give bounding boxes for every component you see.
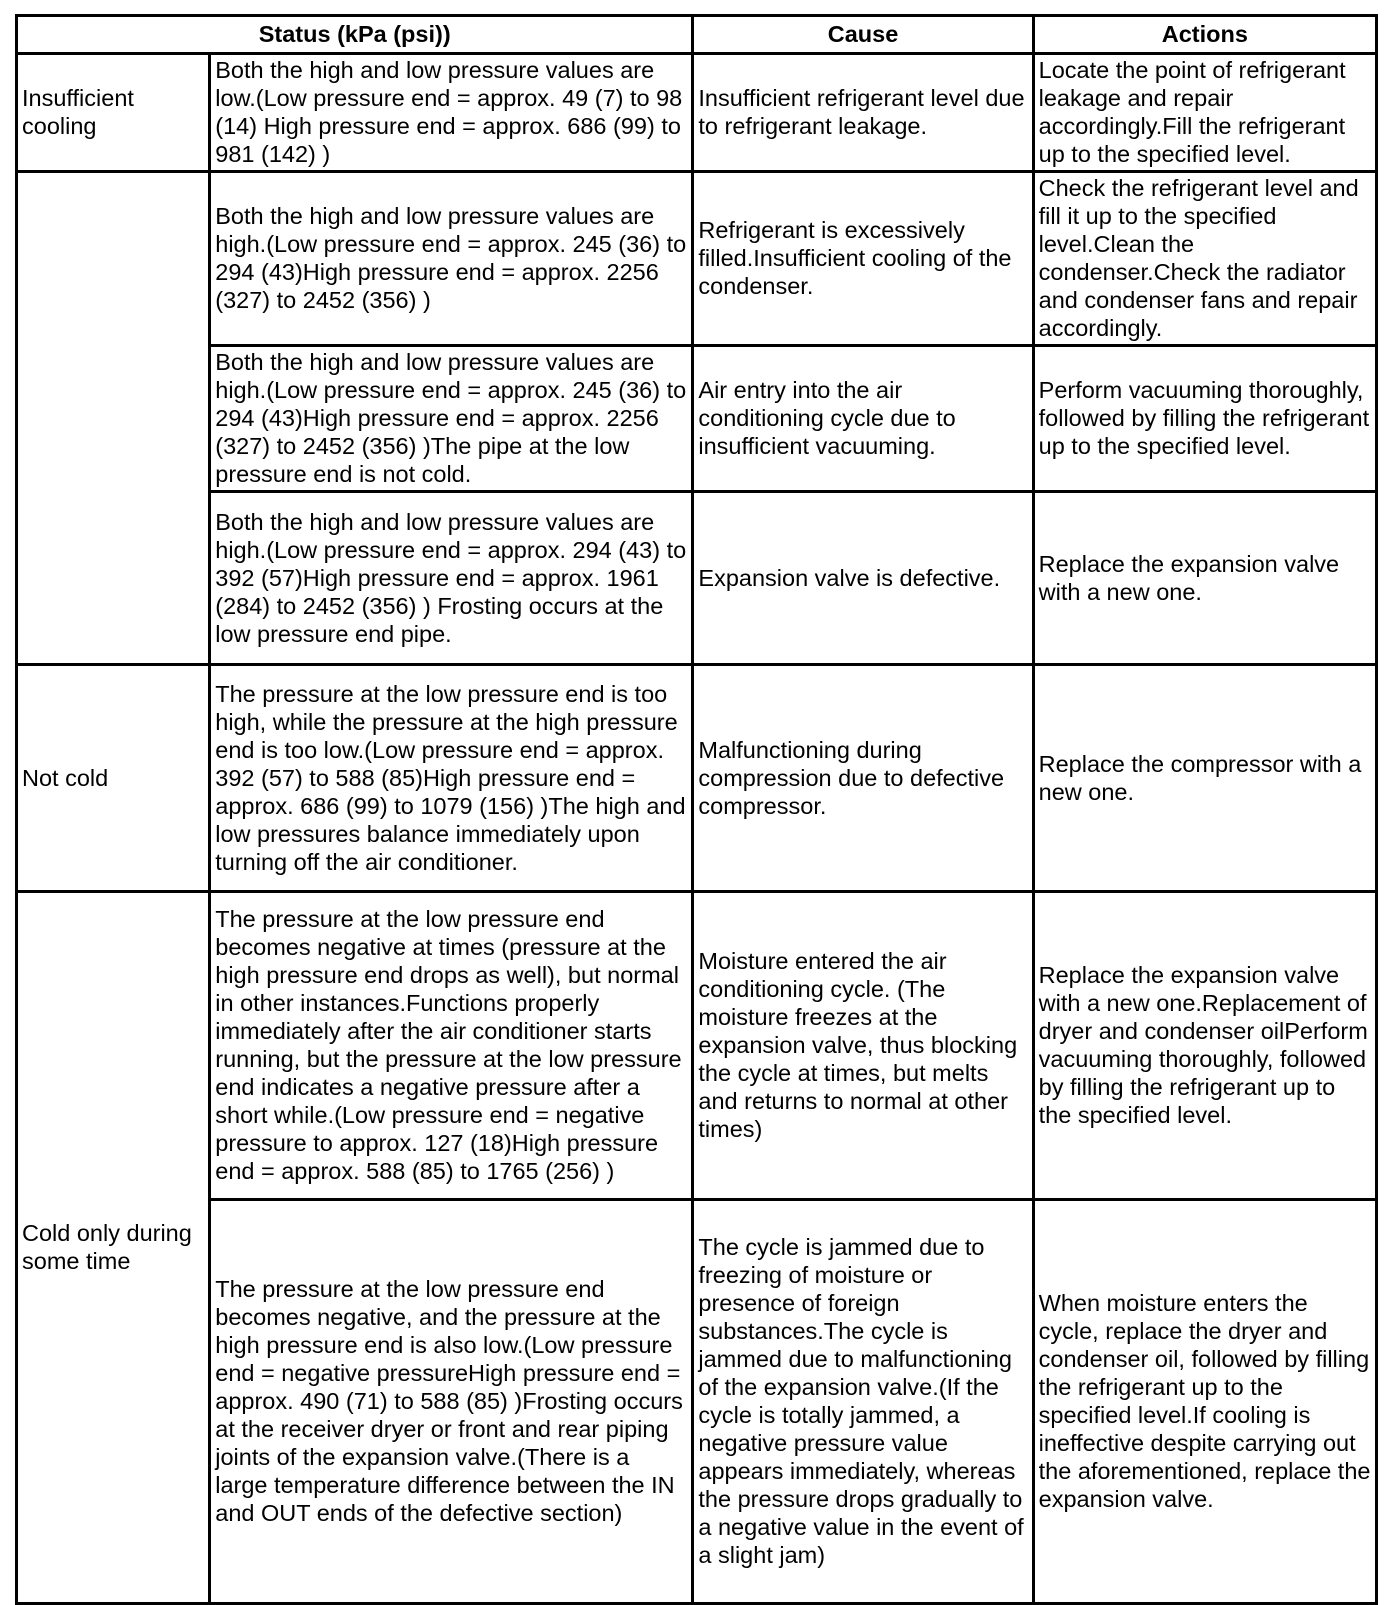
header-cause: Cause xyxy=(693,16,1033,54)
action-cell: Check the refrigerant level and fill it up to the specified level.Clean the condenser.Check the radiator and condenser fans and repair accordingly. xyxy=(1033,172,1376,346)
table-row xyxy=(17,54,1377,172)
cause-cell: Expansion valve is defective. xyxy=(693,492,1033,665)
table-row xyxy=(17,346,1377,492)
action-cell: Perform vacuuming thoroughly, followed by filling the refrigerant up to the specified level. xyxy=(1033,346,1376,492)
status-cell: Both the high and low pressure values are high.(Low pressure end = approx. 245 (36) to 294 (43)High pressure end = approx. 2256 (327) to 2452 (356) ) xyxy=(210,172,693,346)
group-label-cold-only-during-some-time: Cold only during some time xyxy=(17,892,210,1604)
header-status: Status (kPa (psi)) xyxy=(17,16,693,54)
status-cell: Both the high and low pressure values are high.(Low pressure end = approx. 245 (36) to 294 (43)High pressure end = approx. 2256 (327) to 2452 (356) )The pipe at the low pressure end is not cold. xyxy=(210,346,693,492)
action-cell: Locate the point of refrigerant leakage and repair accordingly.Fill the refrigerant up to the specified level. xyxy=(1033,54,1376,172)
table-row xyxy=(17,172,1377,346)
action-cell: When moisture enters the cycle, replace the dryer and condenser oil, followed by filling the refrigerant up to the specified level.If cooling is ineffective despite carrying out the aforementioned, replace the expansion valve. xyxy=(1033,1200,1376,1604)
table-row xyxy=(17,492,1377,665)
status-cell: Both the high and low pressure values are high.(Low pressure end = approx. 294 (43) to 392 (57)High pressure end = approx. 1961 (284) to 2452 (356) ) Frosting occurs at the low pressure end pipe. xyxy=(210,492,693,665)
status-cell: The pressure at the low pressure end becomes negative, and the pressure at the high pressure end is also low.(Low pressure end = negative pressureHigh pressure end = approx. 490 (71) to 588 (85) )Frosting occurs at the receiver dryer or front and rear piping joints of the expansion valve.(There is a large temperature difference between the IN and OUT ends of the defective section) xyxy=(210,1200,693,1604)
group-label-insufficient-cooling: Insufficient cooling xyxy=(17,54,210,172)
action-cell: Replace the expansion valve with a new one.Replacement of dryer and condenser oilPerform vacuuming thoroughly, followed by filling the refrigerant up to the specified level. xyxy=(1033,892,1376,1200)
table-row xyxy=(17,1200,1377,1604)
action-cell: Replace the expansion valve with a new one. xyxy=(1033,492,1376,665)
cause-cell: Malfunctioning during compression due to defective compressor. xyxy=(693,665,1033,892)
cause-cell: The cycle is jammed due to freezing of moisture or presence of foreign substances.The cycle is jammed due to malfunctioning of the expansion valve.(If the cycle is totally jammed, a negative pressure value appears immediately, whereas the pressure drops gradually to a negative value in the event of a slight jam) xyxy=(693,1200,1033,1604)
group-label-not-cold: Not cold xyxy=(17,665,210,892)
cause-cell: Refrigerant is excessively filled.Insufficient cooling of the condenser. xyxy=(693,172,1033,346)
status-cell: Both the high and low pressure values are low.(Low pressure end = approx. 49 (7) to 98 (14) High pressure end = approx. 686 (99) to 981 (142) ) xyxy=(210,54,693,172)
table-row xyxy=(17,665,1377,892)
status-cell: The pressure at the low pressure end is too high, while the pressure at the high pressure end is too low.(Low pressure end = approx. 392 (57) to 588 (85)High pressure end = approx. 686 (99) to 1079 (156) )The high and low pressures balance immediately upon turning off the air conditioner. xyxy=(210,665,693,892)
cause-cell: Insufficient refrigerant level due to refrigerant leakage. xyxy=(693,54,1033,172)
table-row xyxy=(17,892,1377,1200)
header-actions: Actions xyxy=(1033,16,1376,54)
header-row xyxy=(17,16,1377,54)
cause-cell: Air entry into the air conditioning cycle due to insufficient vacuuming. xyxy=(693,346,1033,492)
status-cell: The pressure at the low pressure end becomes negative at times (pressure at the high pressure end drops as well), but normal in other instances.Functions properly immediately after the air conditioner starts running, but the pressure at the low pressure end indicates a negative pressure after a short while.(Low pressure end = negative pressure to approx. 127 (18)High pressure end = approx. 588 (85) to 1765 (256) ) xyxy=(210,892,693,1200)
troubleshooting-table xyxy=(15,14,1378,1605)
action-cell: Replace the compressor with a new one. xyxy=(1033,665,1376,892)
group-label-empty xyxy=(17,172,210,665)
cause-cell: Moisture entered the air conditioning cycle. (The moisture freezes at the expansion valve, thus blocking the cycle at times, but melts and returns to normal at other times) xyxy=(693,892,1033,1200)
